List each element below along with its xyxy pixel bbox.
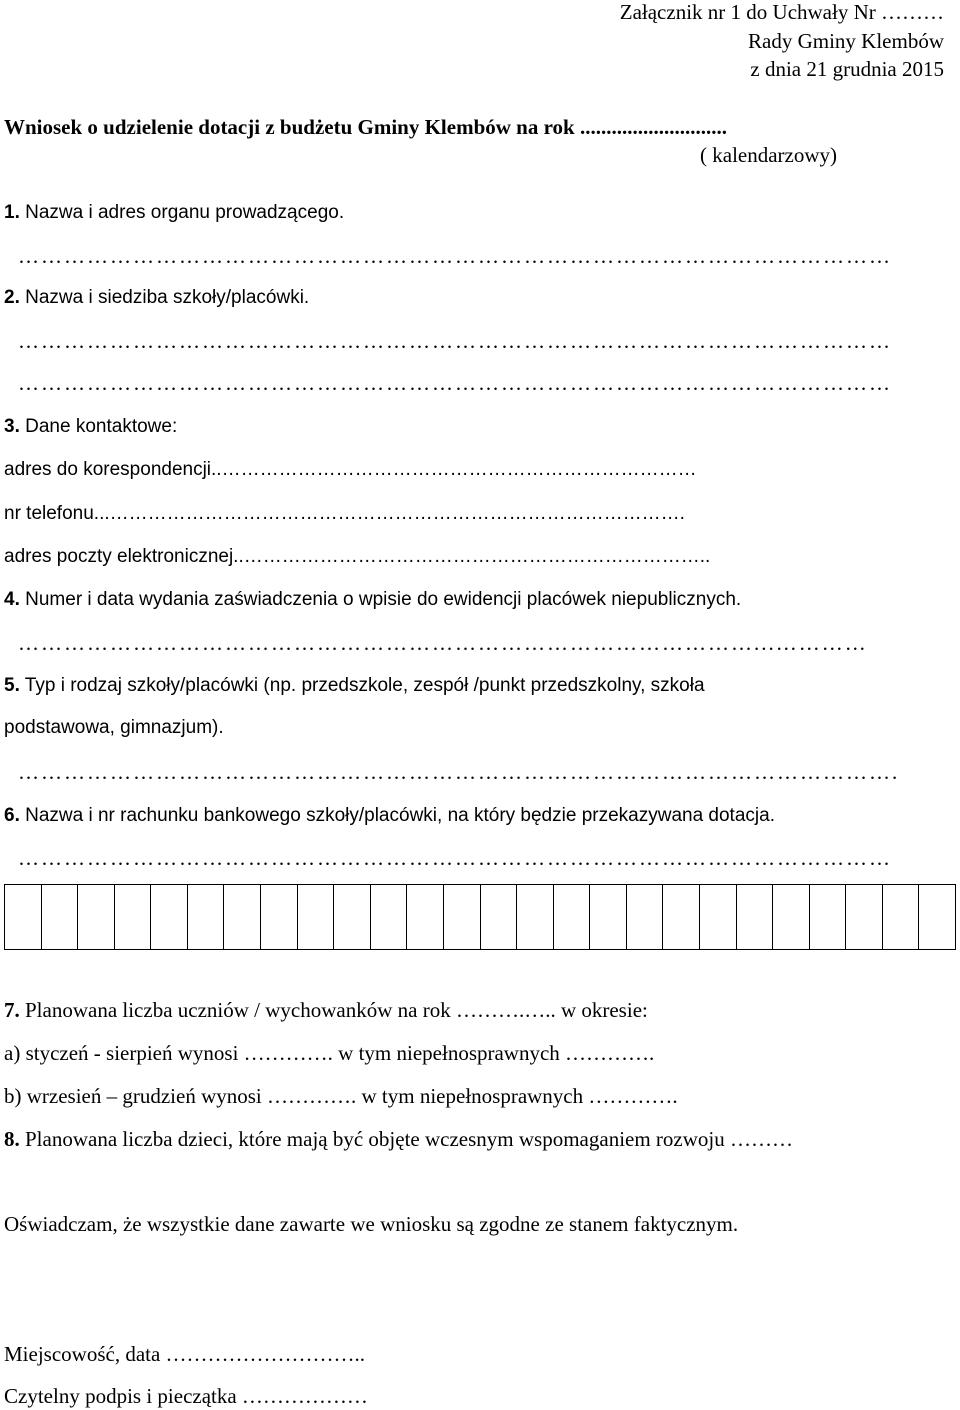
account-digit-box[interactable] (846, 885, 883, 949)
signature-field[interactable]: Czytelny podpis i pieczątka ……………… (4, 1384, 368, 1408)
account-digit-box[interactable] (407, 885, 444, 949)
bank-account-number-boxes (4, 884, 956, 950)
section-8-number: 8. (4, 1127, 20, 1151)
section-4-number: 4. (4, 589, 20, 610)
account-digit-box[interactable] (444, 885, 481, 949)
section-7-label: Planowana liczba uczniów / wychowanków na rok ……….….. w okresie: (19, 998, 648, 1022)
section-7-period-a[interactable]: a) styczeń - sierpień wynosi …………. w tym niepełnosprawnych …………. (4, 1041, 655, 1065)
fill-line-organ[interactable]: …………………………………………………………………………………………………… (18, 246, 892, 267)
section-7-number: 7. (4, 998, 20, 1022)
account-digit-box[interactable] (334, 885, 371, 949)
account-digit-box[interactable] (737, 885, 774, 949)
account-digit-box[interactable] (773, 885, 810, 949)
account-digit-box[interactable] (188, 885, 225, 949)
account-digit-box[interactable] (590, 885, 627, 949)
place-date-field[interactable]: Miejscowość, data ……………………….. (4, 1342, 366, 1366)
section-4 (4, 590, 741, 609)
account-digit-box[interactable] (663, 885, 700, 949)
section-5-number: 5. (4, 675, 20, 696)
section-8 (4, 1129, 793, 1150)
attachment-header-line1: Załącznik nr 1 do Uchwały Nr ……… (619, 0, 944, 24)
section-2-number: 2. (4, 287, 20, 308)
account-digit-box[interactable] (78, 885, 115, 949)
fill-line-bank-name[interactable]: …………………………………………………………………………………………………… (18, 848, 892, 869)
account-digit-box[interactable] (810, 885, 847, 949)
account-digit-box[interactable] (919, 885, 955, 949)
account-digit-box[interactable] (115, 885, 152, 949)
account-digit-box[interactable] (627, 885, 664, 949)
account-digit-box[interactable] (883, 885, 920, 949)
account-digit-box[interactable] (371, 885, 408, 949)
account-digit-box[interactable] (5, 885, 42, 949)
section-4-label: Numer i data wydania zaświadczenia o wpisie do ewidencji placówek niepublicznych. (19, 589, 742, 610)
section-3-label: Dane kontaktowe: (19, 416, 178, 437)
section-1 (4, 203, 344, 222)
fill-line-school-1[interactable]: …………………………………………………………………………………………………… (18, 331, 892, 352)
document-subtitle: ( kalendarzowy) (700, 143, 838, 167)
account-digit-box[interactable] (481, 885, 518, 949)
section-1-number: 1. (4, 202, 20, 223)
fill-line-registration[interactable]: ……………………………………………………………………………………...………… (18, 633, 868, 654)
document-title: Wniosek o udzielenie dotacji z budżetu Gminy Klembów na rok ............................ (4, 115, 727, 139)
section-3 (4, 417, 177, 436)
account-digit-box[interactable] (151, 885, 188, 949)
section-7-period-b[interactable]: b) wrzesień – grudzień wynosi …………. w tym niepełnosprawnych …………. (4, 1084, 678, 1108)
fill-line-school-type[interactable]: ……………………………………………………………………………………………………. (18, 762, 900, 783)
section-5-label: Typ i rodzaj szkoły/placówki (np. przedszkole, zespół /punkt przedszkolny, szkoła (19, 675, 705, 696)
attachment-header-line2: Rady Gminy Klembów (748, 29, 944, 53)
section-2 (4, 288, 309, 307)
section-5-label-continued: podstawowa, gimnazjum). (4, 717, 224, 738)
section-6-label: Nazwa i nr rachunku bankowego szkoły/placówki, na który będzie przekazywana dotacja. (19, 805, 775, 826)
fill-line-school-2[interactable]: …………………………………………………………………………………………………… (18, 373, 892, 394)
section-6-number: 6. (4, 805, 20, 826)
account-digit-box[interactable] (517, 885, 554, 949)
contact-phone-field[interactable]: nr telefonu...………………………………………………………………………………. (4, 503, 685, 524)
contact-address-field[interactable]: adres do korespondencji..………………………………………………………………… (4, 459, 697, 480)
section-8-label[interactable]: Planowana liczba dzieci, które mają być objęte wczesnym wspomaganiem rozwoju ……… (19, 1127, 793, 1151)
section-1-label: Nazwa i adres organu prowadzącego. (19, 202, 345, 223)
account-digit-box[interactable] (42, 885, 79, 949)
section-7 (4, 1000, 648, 1021)
section-3-number: 3. (4, 416, 20, 437)
account-digit-box[interactable] (261, 885, 298, 949)
account-digit-box[interactable] (700, 885, 737, 949)
account-digit-box[interactable] (554, 885, 591, 949)
attachment-header-line3: z dnia 21 grudnia 2015 (750, 57, 944, 81)
section-2-label: Nazwa i siedziba szkoły/placówki. (19, 287, 310, 308)
account-digit-box[interactable] (298, 885, 335, 949)
section-6 (4, 806, 775, 825)
declaration-text: Oświadczam, że wszystkie dane zawarte we wniosku są zgodne ze stanem faktycznym. (4, 1212, 739, 1236)
section-5 (4, 676, 705, 695)
contact-email-field[interactable]: adres poczty elektronicznej..……………………………………………………………….. (4, 546, 711, 567)
account-digit-box[interactable] (224, 885, 261, 949)
